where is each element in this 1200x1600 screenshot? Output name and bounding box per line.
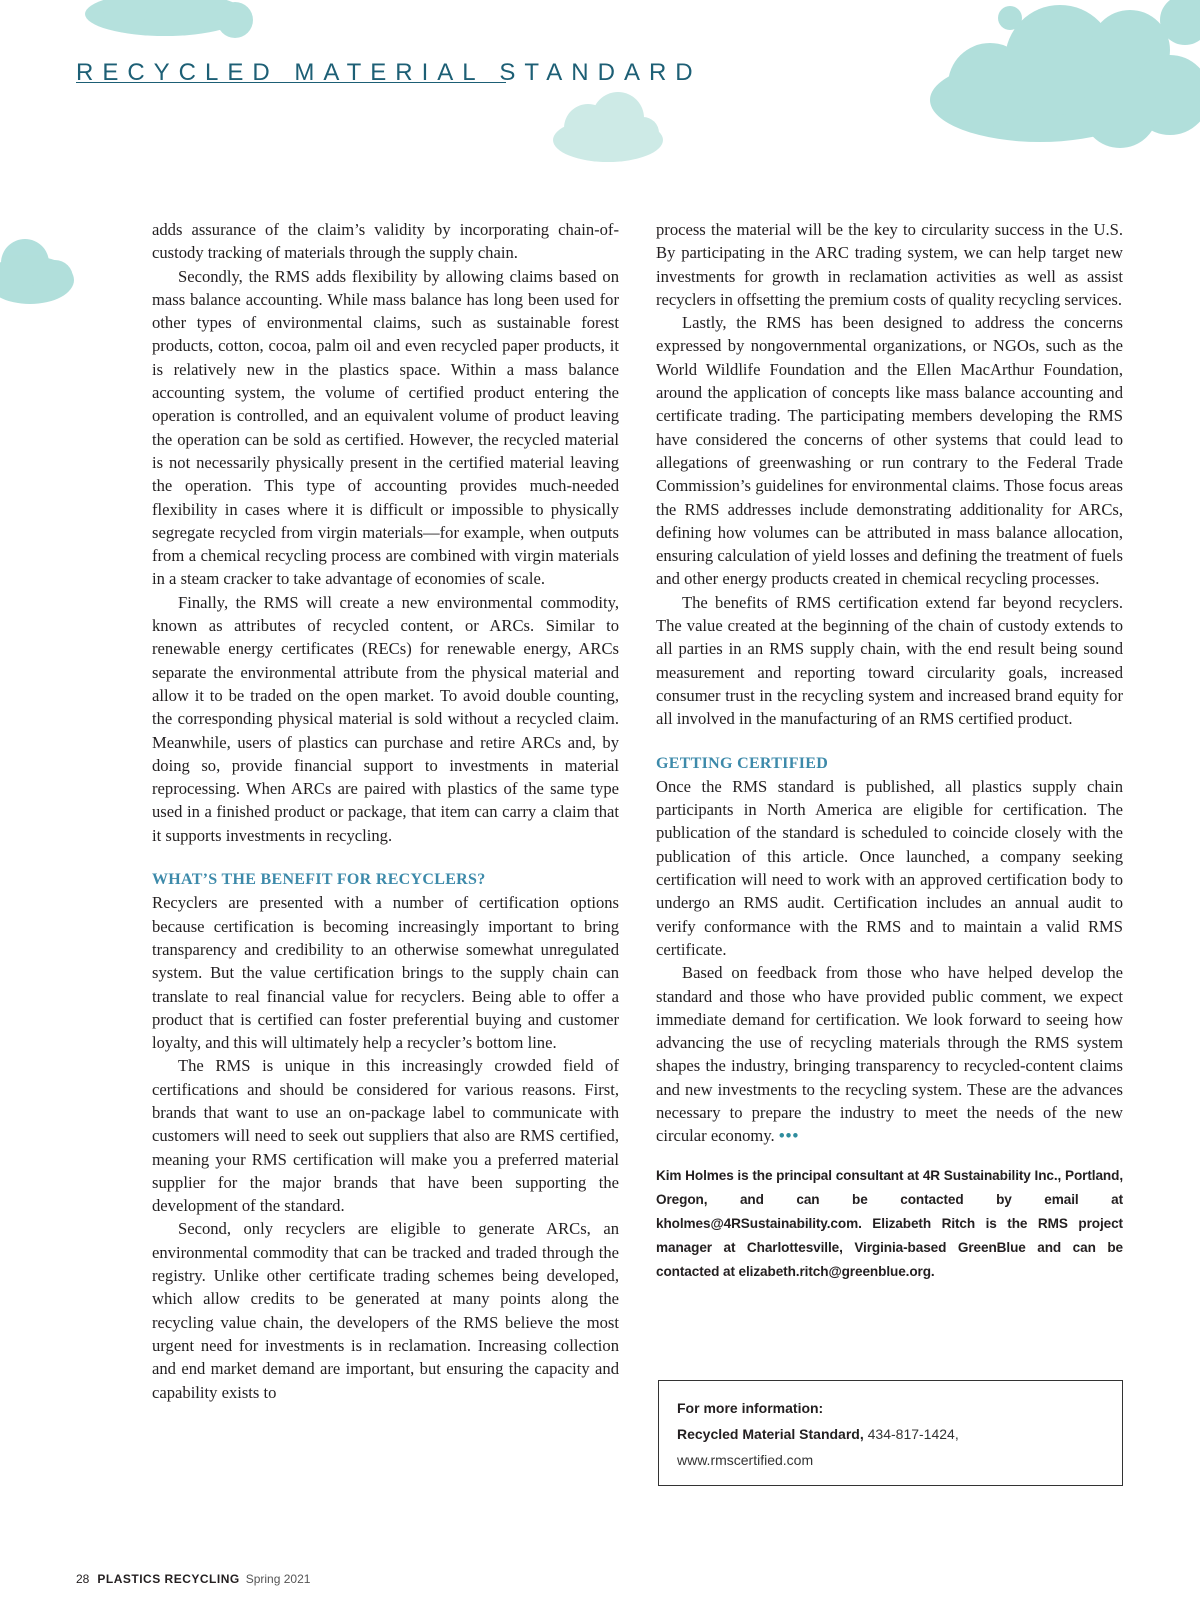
info-box-label: For more information: bbox=[677, 1400, 824, 1416]
cloud-left-decoration bbox=[0, 238, 80, 308]
info-box-org: Recycled Material Standard, bbox=[677, 1426, 864, 1442]
issue-date: Spring 2021 bbox=[245, 1572, 311, 1586]
end-mark: ••• bbox=[778, 1126, 800, 1146]
body-paragraph: adds assurance of the claim’s validity by incorporating chain-of-custody tracking of materials through the supply chain. bbox=[152, 220, 619, 263]
cloud-top-right-decoration bbox=[920, 0, 1200, 160]
page-number: 28 bbox=[76, 1572, 90, 1586]
cloud-top-left-decoration bbox=[70, 0, 260, 50]
author-bio: Kim Holmes is the principal consultant at 4R Sustainability Inc., Portland, Oregon, and can be contacted by email at kholmes@4RSustainability.com. Elizabeth Ritch is the RMS project manager at Charlottesville, Virginia-based GreenBlue and can be contacted at elizabeth.ritch@greenblue.org. bbox=[656, 1167, 1123, 1279]
publication-name: PLASTICS RECYCLING bbox=[97, 1572, 240, 1586]
body-paragraph: The benefits of RMS certification extend far beyond recyclers. The value created at the beginning of the chain of custody extends to all parties in an RMS supply chain, with the end result being sound measurement and reporting toward circularity goals, increased consumer trust in the recycling system and increased brand equity for all involved in the manufacturing of an RMS certified product. bbox=[656, 592, 1123, 729]
body-paragraph: Secondly, the RMS adds flexibility by allowing claims based on mass balance accounting. While mass balance has long been used for other types of environmental claims, such as sustainable forest products, cotton, cocoa, palm oil and even recycled paper products, it is relatively new in the plastics space. Within a mass balance accounting system, the volume of certified product entering the operation is controlled, and an equivalent volume of product leaving the operation can be sold as certified. However, the recycled material is not necessarily physically present in the certified material leaving the operation. This type of accounting provides much-needed flexibility in cases where it is difficult or impossible to physically segregate recycled from virgin materials—for example, when outputs from a chemical recycling process are combined with virgin materials in a steam cracker to take advantage of economies of scale. bbox=[152, 266, 619, 589]
cloud-middle-decoration bbox=[548, 88, 663, 168]
section-heading-benefit: WHAT’S THE BENEFIT FOR RECYCLERS? bbox=[152, 871, 486, 889]
info-box-url[interactable]: www.rmscertified.com bbox=[677, 1452, 814, 1468]
body-paragraph: Finally, the RMS will create a new environmental commodity, known as attributes of recycled content, or ARCs. Similar to renewable energy certificates (RECs) for renewable energy, ARCs separate the environmental attribute from the physical material and allow it to be traded on the open market. To avoid double counting, the corresponding physical material is sold without a recycled claim. Meanwhile, users of plastics can purchase and retire ARCs and, by doing so, provide financial support to investments in material reprocessing. When ARCs are paired with plastics of the same type used in a finished product or package, that item can carry a claim that it supports investments in recycling. bbox=[152, 592, 619, 845]
body-paragraph: process the material will be the key to circularity success in the U.S. By participating in the ARC trading system, we can help target new investments for growth in reclamation activities as well as assist recyclers in offsetting the premium costs of quality recycling services. bbox=[656, 220, 1123, 309]
left-column bbox=[152, 218, 619, 1404]
body-paragraph: Once the RMS standard is published, all plastics supply chain participants in North America are eligible for certification. The publication of the standard is scheduled to coincide closely with the publication of this article. Once launched, a company seeking certification will need to work with an approved certification body to undergo an RMS audit. Certification includes an annual audit to verify conformance with the RMS and to maintain a valid RMS certificate. bbox=[656, 776, 1123, 959]
page-footer bbox=[76, 1572, 310, 1586]
body-paragraph: Lastly, the RMS has been designed to address the concerns expressed by nongovernmental organizations, or NGOs, such as the World Wildlife Foundation and the Ellen MacArthur Foundation, around the application of concepts like mass balance accounting and certificate trading. The participating members developing the RMS have considered the concerns of other systems that could lead to allegations of greenwashing or run contrary to the Federal Trade Commission’s guidelines for environmental claims. Those focus areas the RMS addresses include demonstrating additionality for ARCs, defining how volumes can be attributed in mass balance allocation, ensuring calculation of yield losses and defining the treatment of fuels and other energy products created in chemical recycling processes. bbox=[656, 313, 1123, 589]
body-paragraph: Recyclers are presented with a number of certification options because certification is becoming increasingly important to bring transparency and credibility to an otherwise somewhat unregulated system. But the value certification brings to the supply chain can translate to real financial value for recyclers. Being able to offer a product that is certified can foster preferential buying and customer loyalty, and this will ultimately help a recycler’s bottom line. bbox=[152, 893, 619, 1053]
section-header: RECYCLED MATERIAL STANDARD bbox=[76, 59, 702, 86]
header-rule bbox=[76, 82, 506, 83]
final-paragraph-text: Based on feedback from those who have helped develop the standard and those who have provided public comment, we expect immediate demand for certification. We look forward to seeing how advancing the use of recycling materials through the RMS system shapes the industry, bringing transparency to recycled-content claims and new investments to the recycling system. These are the advances necessary to prepare the industry to meet the needs of the new circular economy. bbox=[656, 963, 1123, 1146]
body-paragraph: The RMS is unique in this increasingly crowded field of certifications and should be considered for various reasons. First, brands that want to use an on-package label to communicate with customers will need to seek out suppliers that also are RMS certified, meaning your RMS certification will make you a preferred material supplier for the major brands that have been supporting the development of the standard. bbox=[152, 1056, 619, 1216]
body-paragraph-final bbox=[656, 961, 1123, 1147]
info-box-phone: 434-817-1424, bbox=[863, 1426, 959, 1442]
info-box-contact bbox=[677, 1421, 1104, 1447]
right-column bbox=[656, 218, 1123, 1284]
body-paragraph: Second, only recyclers are eligible to generate ARCs, an environmental commodity that can be tracked and traded through the registry. Unlike other certificate trading schemes being developed, which allow credits to be generated at many points along the recycling value chain, the developers of the RMS believe the most urgent need for investments is in reclamation. Increasing collection and end market demand are important, but ensuring the capacity and capability exists to bbox=[152, 1219, 619, 1402]
section-heading-certified: GETTING CERTIFIED bbox=[656, 754, 829, 772]
info-box bbox=[658, 1380, 1123, 1486]
